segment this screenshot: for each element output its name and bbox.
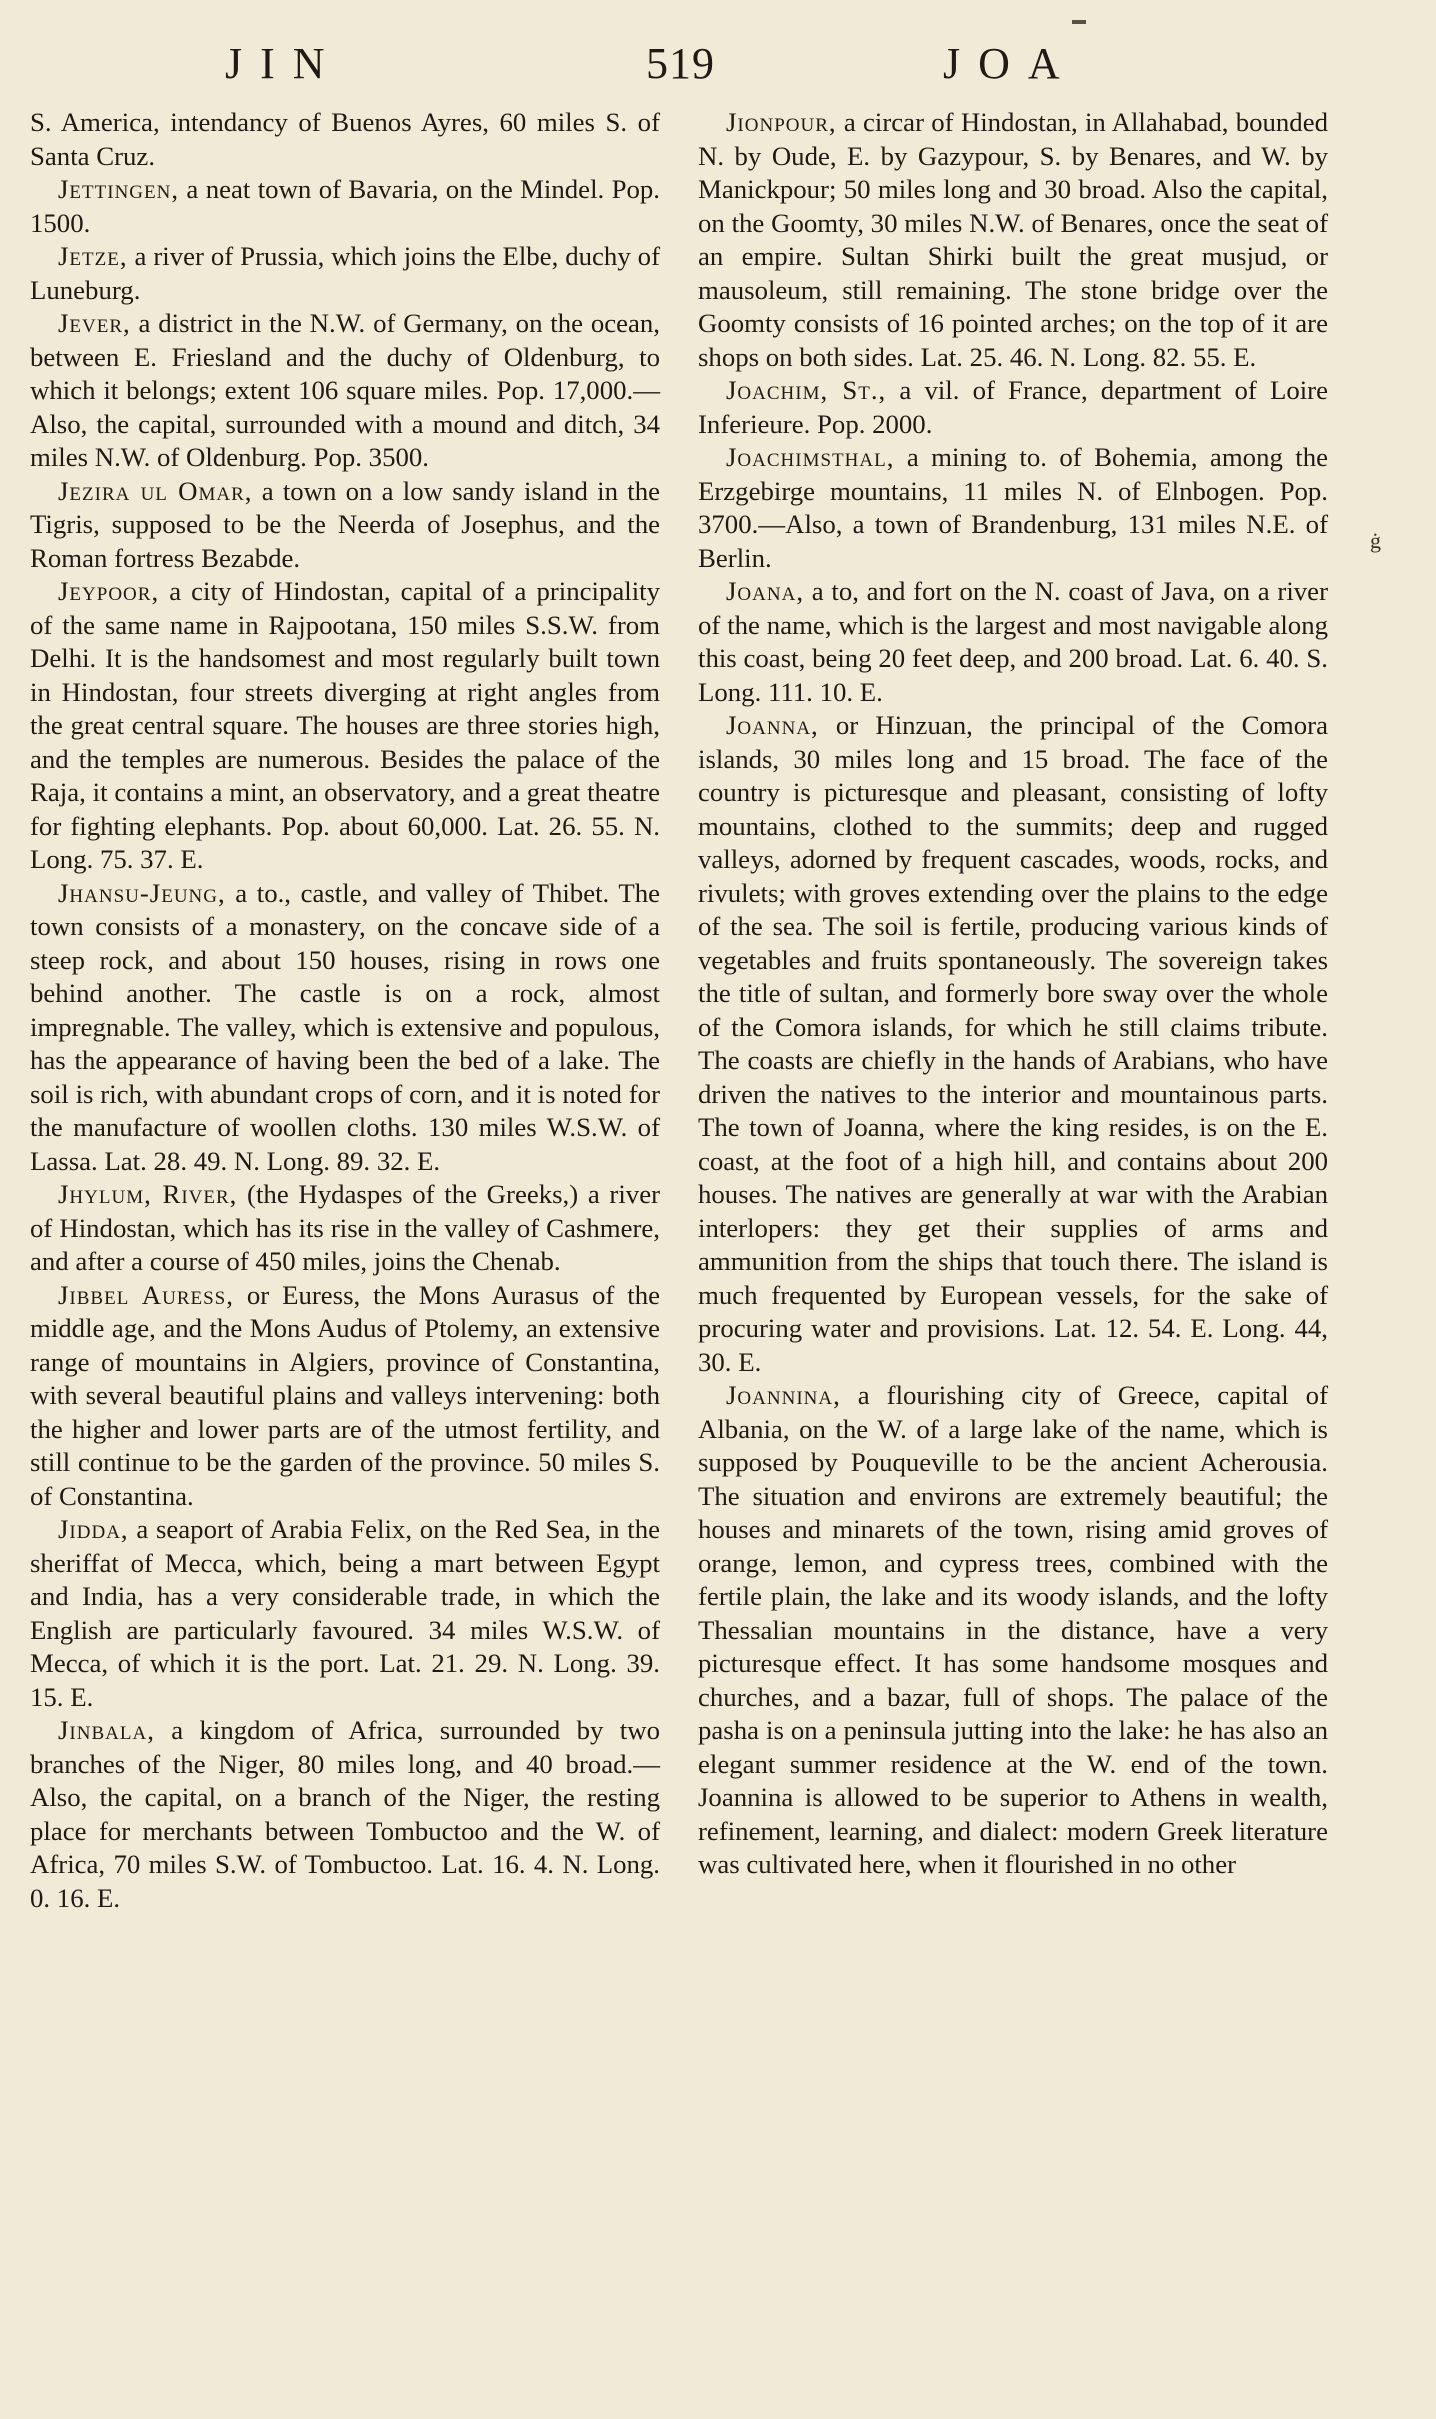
entry-headword: Jhansu-Jeung, (58, 877, 226, 908)
entry-text: a circar of Hindostan, in Allahabad, bounded N. by Oude, E. by Gazypour, S. by Benares, and W. by Manickpour; 50 miles long and 30 broad. Also the capital, on the Goomty, 30 miles N.W. of Benares, once the seat of an empire. Sultan Shirki built the great musjud, or mausoleum, still remaining. The stone bridge over the Goomty consists of 16 pointed arches; on the top of it are shops on both sides. Lat. 25. 46. N. Long. 82. 55. E. (698, 107, 1328, 372)
entry-headword: Joannina, (726, 1380, 841, 1410)
entry-text: a kingdom of Africa, surrounded by two branches of the Niger, 80 miles long, and 40 broad.—Also, the capital, on a branch of the Niger, the resting place for merchants between Tombuctoo and the W. of Africa, 70 miles S.W. of Tombuctoo. Lat. 16. 4. N. Long. 0. 16. E. (30, 1715, 660, 1913)
entry-headword: Jionpour, (726, 107, 837, 137)
page-number: 519 (646, 39, 715, 88)
entry-text: a district in the N.W. of Germany, on the ocean, between E. Friesland and the duchy of Oldenburg, to which it belongs; extent 106 square miles. Pop. 17,000.—Also, the capital, surrounded with a mound and ditch, 34 miles N.W. of Oldenburg. Pop. 3500. (30, 308, 660, 472)
entry-headword: Jeypoor, (58, 576, 160, 606)
gazetteer-entry (698, 441, 1328, 575)
entry-headword: Jetze, (58, 241, 128, 271)
gazetteer-entry (698, 106, 1328, 374)
entry-text: or Euress, the Mons Aurasus of the middle age, and the Mons Audus of Ptolemy, an extensive range of mountains in Algiers, province of Constantina, with several beautiful plains and valleys intervening: both the higher and lower parts are of the utmost fertility, and still continue to be the garden of the province. 50 miles S. of Constantina. (30, 1279, 660, 1511)
gazetteer-entry (30, 1178, 660, 1279)
entry-text: or Hinzuan, the principal of the Comora islands, 30 miles long and 15 broad. The face of the country is picturesque and pleasant, consisting of lofty mountains, clothed to the summits; deep and rugged valleys, adorned by frequent cascades, woods, rocks, and rivulets; with groves extending over the plains to the edge of the sea. The soil is fertile, producing various kinds of vegetables and fruits spontaneously. The sovereign takes the title of sultan, and formerly bore sway over the whole of the Comora islands, for which he still claims tribute. The coasts are chiefly in the hands of Arabians, who have driven the natives to the interior and mountainous parts. The town of Joanna, where the king resides, is on the E. coast, at the foot of a high hill, and contains about 200 houses. The natives are generally at war with the Arabian interlopers: they get their supplies of arms and ammunition from the ships that touch there. The island is much frequented by European vessels, for the sake of procuring water and provisions. Lat. 12. 54. E. Long. 44, 30. E. (698, 710, 1328, 1377)
gazetteer-entry (30, 1279, 660, 1514)
entry-headword: Jever, (58, 308, 131, 338)
gazetteer-entry (30, 475, 660, 576)
gazetteer-entry (30, 173, 660, 240)
gazetteer-entry (30, 1714, 660, 1915)
entry-headword: Jezira ul Omar, (58, 475, 253, 506)
entry-text: a vil. of France, department of Loire Inferieure. Pop. 2000. (698, 375, 1328, 439)
right-column (698, 106, 1328, 1882)
entry-headword: Jibbel Auress, (58, 1279, 234, 1310)
left-column (30, 106, 660, 1915)
entry-text: a city of Hindostan, capital of a principality of the same name in Rajpootana, 150 miles S.S.W. from Delhi. It is the handsomest and most regularly built town in Hindostan, four streets diverging at right angles from the great central square. The houses are three stories high, and the temples are numerous. Besides the palace of the Raja, it contains a mint, an observatory, and a great theatre for fighting elephants. Pop. about 60,000. Lat. 26. 55. N. Long. 75. 37. E. (30, 576, 660, 874)
entry-text: S. America, intendancy of Buenos Ayres, 60 miles S. of Santa Cruz. (30, 107, 660, 171)
entry-text: a mining to. of Bohemia, among the Erzgebirge mountains, 11 miles N. of Elnbogen. Pop. 3700.—Also, a town of Brandenburg, 131 miles N.E. of Berlin. (698, 442, 1328, 573)
gazetteer-entry (30, 1513, 660, 1714)
entry-text: a seaport of Arabia Felix, on the Red Sea, in the sheriffat of Mecca, which, being a mart between Egypt and India, has a very considerable trade, in which the English are particularly favoured. 34 miles W.S.W. of Mecca, of which it is the port. Lat. 21. 29. N. Long. 39. 15. E. (30, 1514, 660, 1712)
entry-text: a to, and fort on the N. coast of Java, on a river of the name, which is the largest and most navigable along this coast, being 20 feet deep, and 200 broad. Lat. 6. 40. S. Long. 111. 10. E. (698, 576, 1328, 707)
top-mark (1072, 20, 1086, 24)
entry-headword: Joana, (726, 576, 805, 606)
entry-headword: Jettingen, (58, 174, 180, 204)
header-left-guideword: JIN (225, 39, 343, 88)
entry-headword: Joachim, St., (726, 375, 887, 405)
entry-text: a neat town of Bavaria, on the Mindel. Pop. 1500. (30, 174, 660, 238)
gazetteer-entry (30, 877, 660, 1179)
header-right-guideword: JOA (943, 39, 1078, 88)
gazetteer-entry (30, 307, 660, 475)
entry-text: a to., castle, and valley of Thibet. The town consists of a monastery, on the concave side of a steep rock, and about 150 houses, rising in rows one behind another. The castle is on a rock, almost impregnable. The valley, which is extensive and populous, has the appearance of having been the bed of a lake. The soil is rich, with abundant crops of corn, and it is noted for the manufacture of woollen cloths. 130 miles W.S.W. of Lassa. Lat. 28. 49. N. Long. 89. 32. E. (30, 877, 660, 1176)
entry-text: a town on a low sandy island in the Tigris, supposed to be the Neerda of Josephus, and the Roman fortress Bezabde. (30, 475, 660, 573)
gazetteer-entry (698, 374, 1328, 441)
entry-headword: Jidda, (58, 1514, 129, 1544)
gazetteer-entry (30, 240, 660, 307)
entry-text: (the Hydaspes of the Greeks,) a river of Hindostan, which has its rise in the valley of Cashmere, and after a course of 450 miles, joins the Chenab. (30, 1179, 661, 1276)
entry-headword: Jhylum, River, (58, 1179, 238, 1209)
gazetteer-entry (30, 106, 660, 173)
entry-headword: Jinbala, (58, 1715, 155, 1745)
entry-text: a flourishing city of Greece, capital of Albania, on the W. of a large lake of the name, which is supposed by Pouqueville to be the ancient Acherousia. The situation and environs are extremely beautiful; the houses and minarets of the town, rising amid groves of orange, lemon, and cypress trees, combined with the fertile plain, the lake and its woody islands, and the lofty Thessalian mountains in the distance, have a very picturesque effect. It has some handsome mosques and churches, and a bazar, full of shops. The palace of the pasha is on a peninsula jutting into the lake: he has also an elegant summer residence at the W. end of the town. Joannina is allowed to be superior to Athens in wealth, refinement, learning, and dialect: modern Greek literature was cultivated here, when it flourished in no other (698, 1380, 1328, 1879)
gazetteer-entry (30, 575, 660, 877)
gazetteer-entry (698, 709, 1328, 1379)
entry-text: a river of Prussia, which joins the Elbe, duchy of Luneburg. (30, 241, 660, 305)
gazetteer-entry (698, 1379, 1328, 1882)
entry-headword: Joachimsthal, (726, 442, 895, 472)
gazetteer-entry (698, 575, 1328, 709)
entry-headword: Joanna, (726, 710, 819, 740)
margin-mark: ġ (1370, 528, 1381, 553)
